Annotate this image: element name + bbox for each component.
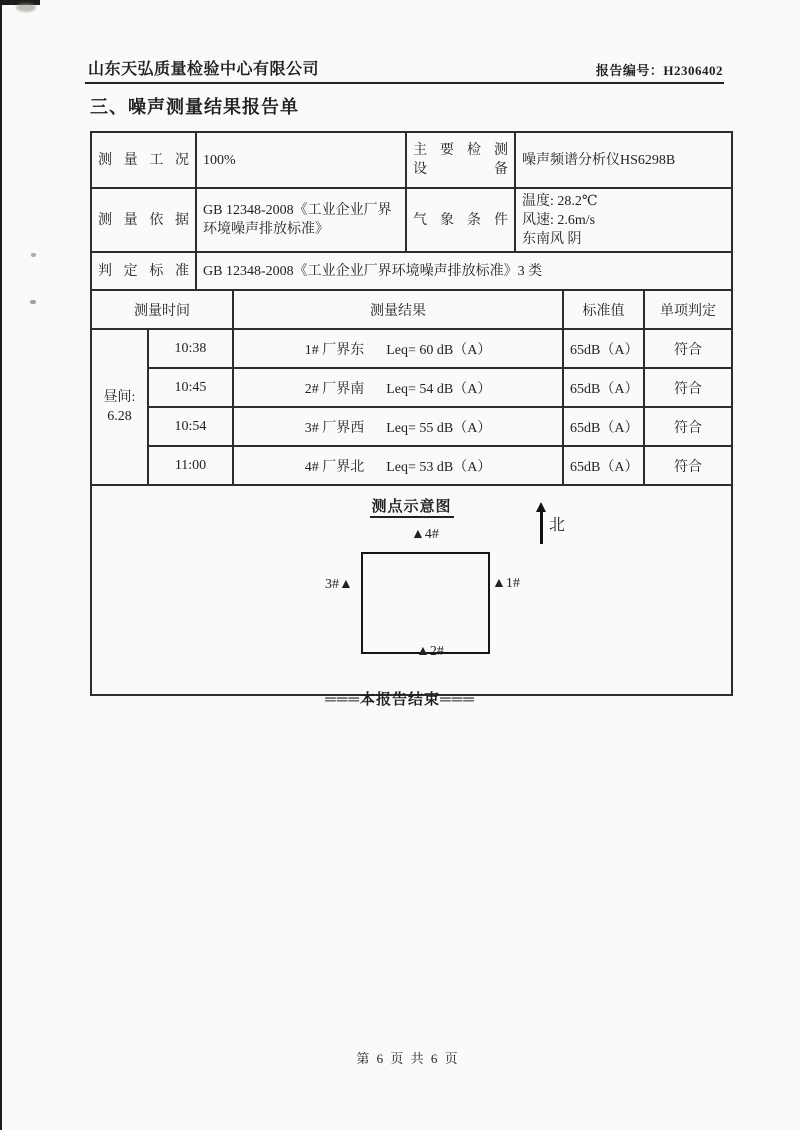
- table-row: [91, 132, 732, 188]
- point-4-marker: ▲4#: [411, 527, 439, 542]
- standard-value: 65dB（A）: [563, 368, 644, 407]
- table-row: [91, 252, 732, 290]
- standard-value: 65dB（A）: [563, 446, 644, 485]
- scan-speck: [30, 300, 36, 304]
- page-number: 第 6 页 共 6 页: [356, 1051, 460, 1066]
- diagram-title: 测点示意图: [98, 495, 725, 516]
- result-row: [91, 368, 732, 407]
- standard-value: 65dB（A）: [563, 329, 644, 368]
- label-judgement-standard: 判定标准: [91, 252, 196, 290]
- site-boundary-square: [361, 552, 490, 654]
- north-arrow: [535, 502, 566, 544]
- measure-result: 2# 厂界南 Leq= 54 dB（A）: [233, 368, 563, 407]
- weather-wind-speed: 风速: 2.6m/s: [522, 212, 596, 228]
- col-header-time: 测量时间: [91, 290, 233, 329]
- equipment-value: 噪声频谱分析仪HS6298B: [515, 132, 732, 188]
- noise-measurement-table: [90, 131, 733, 696]
- report-end-marker: ═══本报告结束═══: [325, 692, 475, 708]
- measurement-points-diagram: [98, 488, 725, 692]
- point-1-marker: ▲1#: [492, 576, 520, 591]
- measure-condition-value: 100%: [196, 132, 406, 188]
- label-measure-basis: 测量依据: [91, 188, 196, 252]
- label-measure-condition: 测量工况: [91, 132, 196, 188]
- result-row: [91, 407, 732, 446]
- north-label: 北: [549, 517, 566, 534]
- table-row: [91, 188, 732, 252]
- measure-result: 3# 厂界西 Leq= 55 dB（A）: [233, 407, 563, 446]
- measure-period: 昼间: 6.28: [91, 329, 148, 485]
- measure-time: 10:38: [148, 329, 233, 368]
- judgement-value: 符合: [644, 446, 732, 485]
- result-row: [91, 446, 732, 485]
- label-weather-condition: 气象条件: [406, 188, 515, 252]
- diagram-row: [91, 485, 732, 695]
- arrow-shaft: [540, 512, 543, 544]
- section-title: 三、噪声测量结果报告单: [90, 97, 299, 117]
- judgement-value: 符合: [644, 329, 732, 368]
- label-main-equipment: 主要检测 设备: [406, 132, 515, 188]
- col-header-standard: 标准值: [563, 290, 644, 329]
- header-rule: [85, 82, 724, 84]
- measure-basis-value: GB 12348-2008《工业企业厂界 环境噪声排放标准》: [196, 188, 406, 252]
- weather-values: [515, 188, 732, 252]
- report-number: 报告编号：H2306402: [595, 63, 723, 78]
- company-name: 山东天弘质量检验中心有限公司: [88, 61, 320, 78]
- measure-result: 4# 厂界北 Leq= 53 dB（A）: [233, 446, 563, 485]
- result-row: [91, 329, 732, 368]
- arrow-head-icon: [536, 502, 546, 512]
- col-header-judgement: 单项判定: [644, 290, 732, 329]
- results-header-row: [91, 290, 732, 329]
- judgement-value: 符合: [644, 368, 732, 407]
- measure-time: 11:00: [148, 446, 233, 485]
- point-2-marker: ▲2#: [416, 644, 444, 659]
- scan-smudge: [16, 3, 36, 12]
- standard-value: 65dB（A）: [563, 407, 644, 446]
- col-header-result: 测量结果: [233, 290, 563, 329]
- measure-time: 10:54: [148, 407, 233, 446]
- point-3-marker: 3#▲: [325, 577, 353, 592]
- judgement-value: 符合: [644, 407, 732, 446]
- scan-edge-artifact: [0, 0, 2, 1130]
- weather-temperature: 温度: 28.2℃: [522, 193, 598, 209]
- measure-time: 10:45: [148, 368, 233, 407]
- scan-speck: [31, 253, 36, 257]
- judgement-standard-value: GB 12348-2008《工业企业厂界环境噪声排放标准》3 类: [196, 252, 732, 290]
- weather-wind-direction: 东南风 阴: [522, 231, 582, 247]
- measure-result: 1# 厂界东 Leq= 60 dB（A）: [233, 329, 563, 368]
